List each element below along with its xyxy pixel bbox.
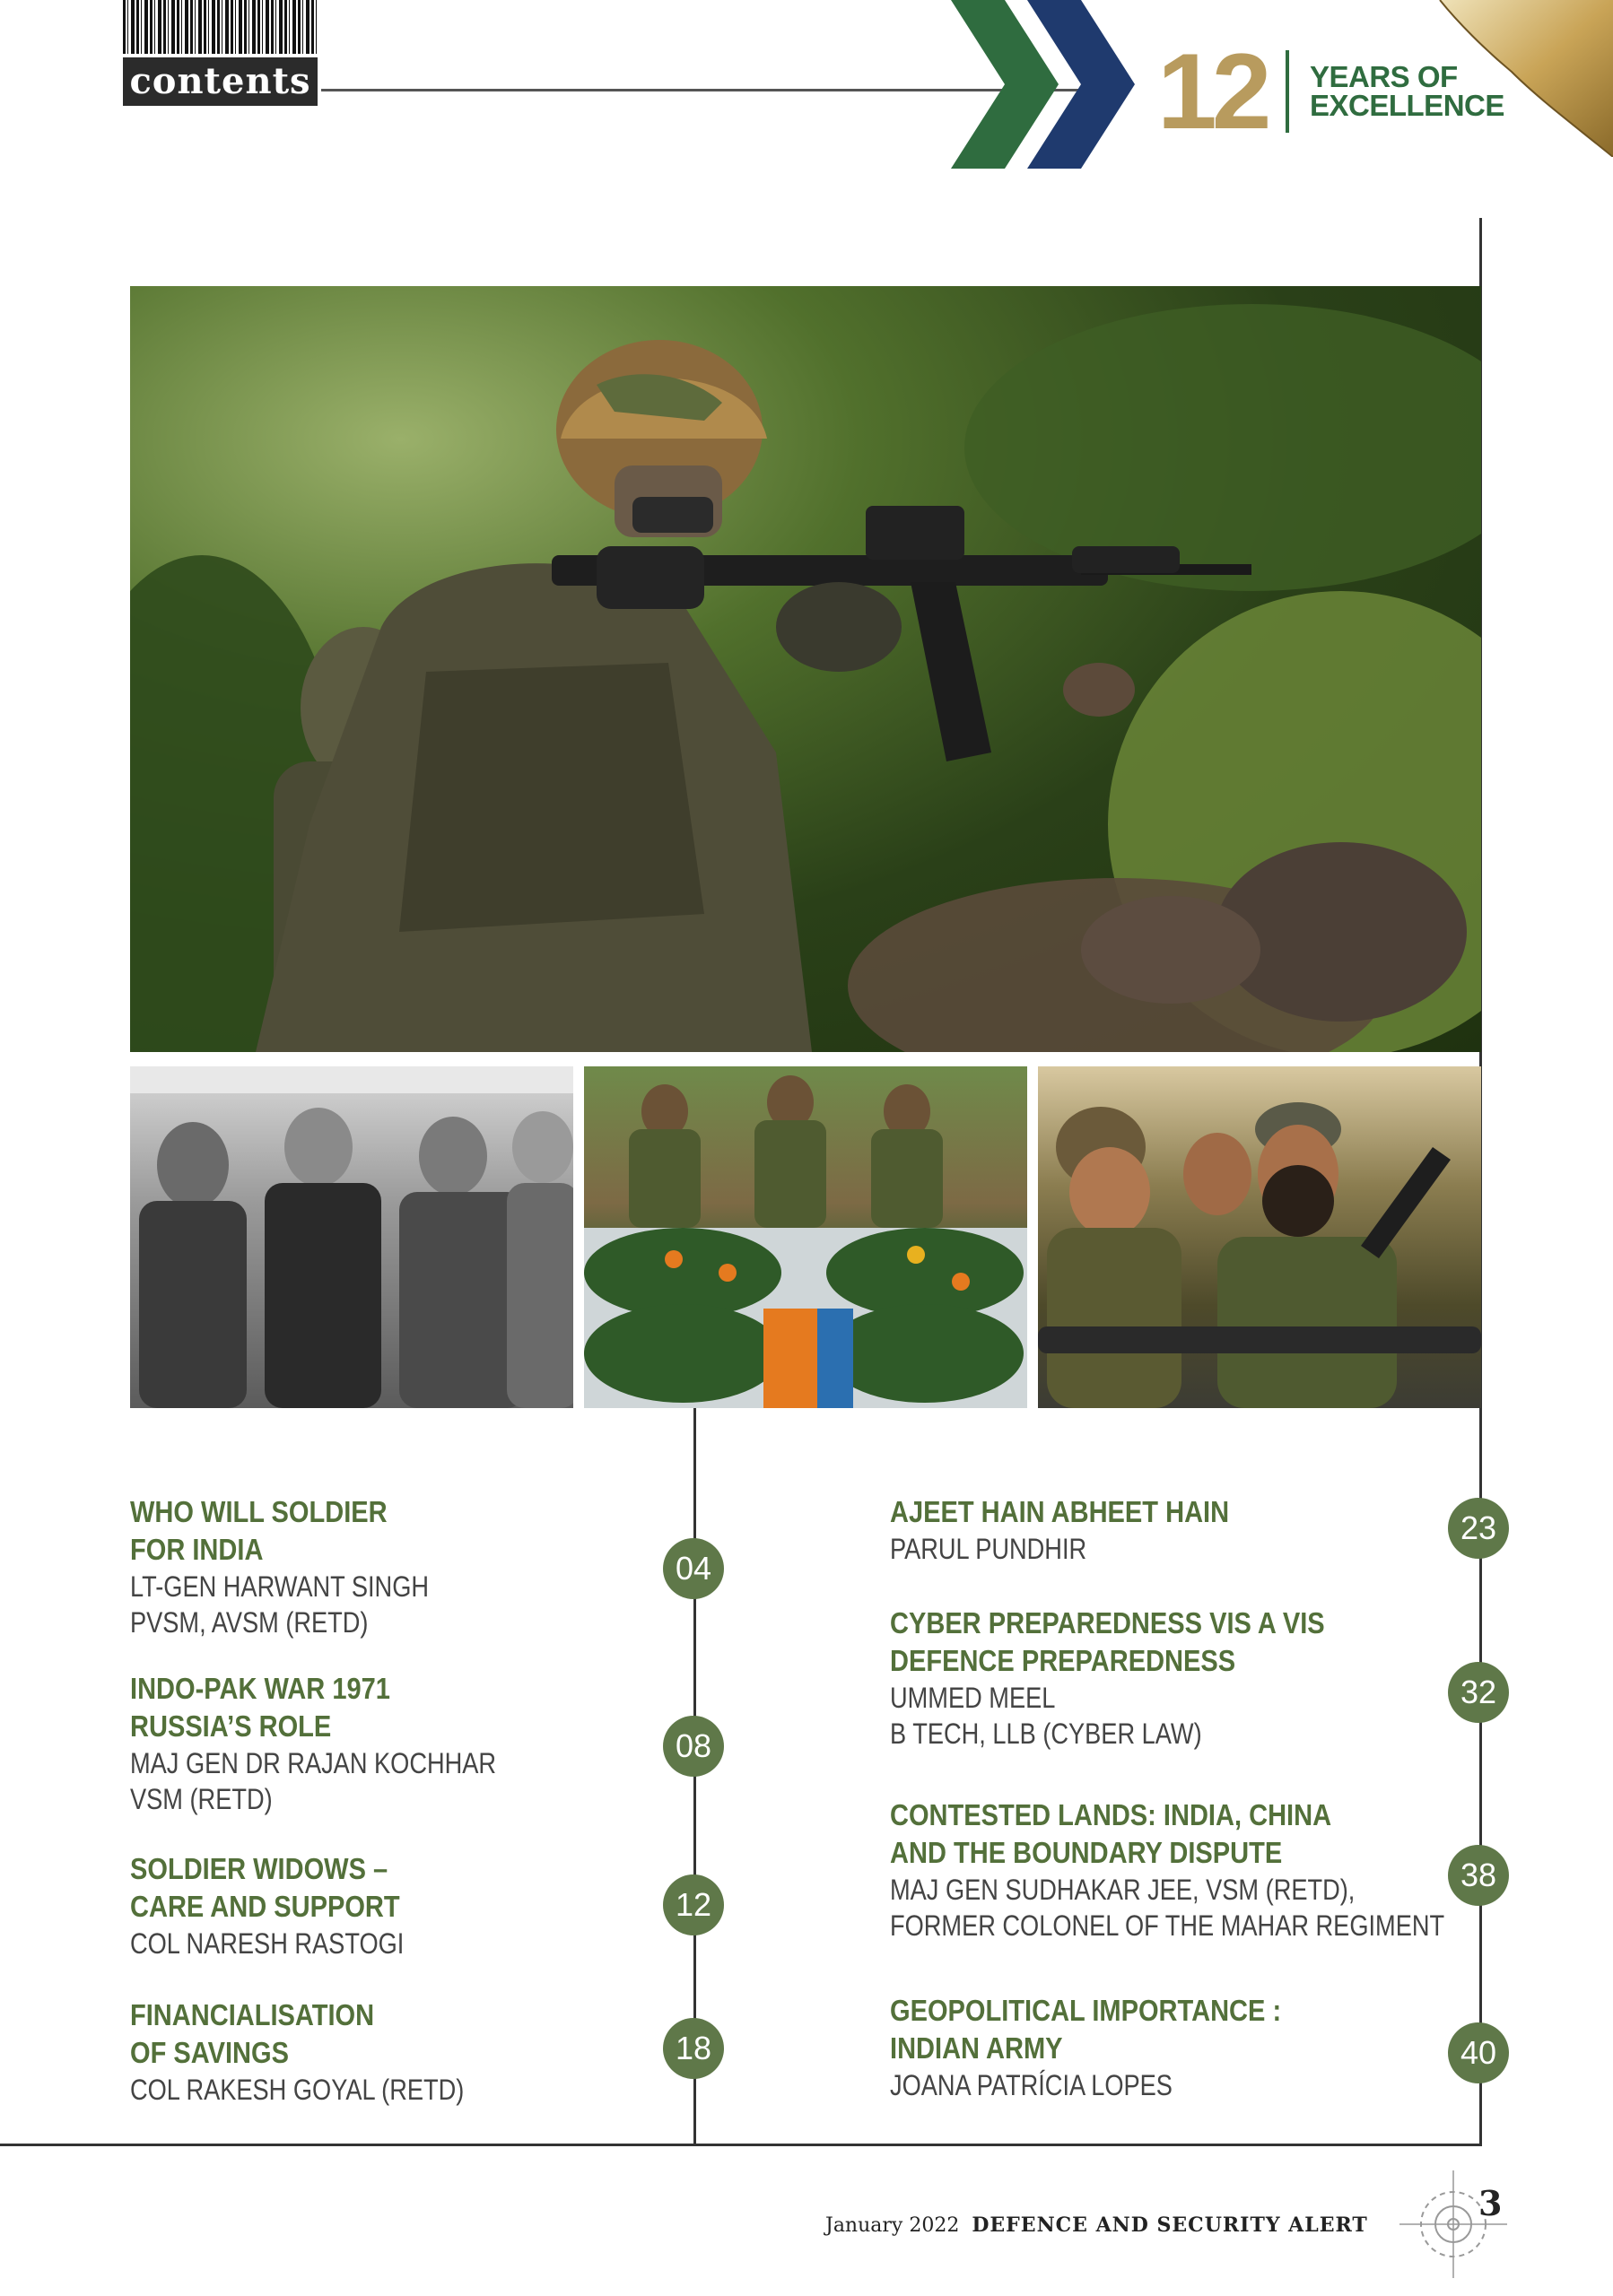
frame-line-bottom <box>0 2144 1482 2146</box>
article-author: COL RAKESH GOYAL (RETD) <box>130 2074 465 2106</box>
article-title: FINANCIALISATION <box>130 1998 375 2031</box>
article-title: AND THE BOUNDARY DISPUTE <box>890 1836 1283 1869</box>
toc-entry[interactable] <box>130 1996 632 2108</box>
page-number-badge[interactable]: 40 <box>1448 2022 1509 2083</box>
magazine-name: DEFENCE AND SECURITY ALERT <box>972 2213 1368 2237</box>
article-title: WHO WILL SOLDIER <box>130 1495 388 1528</box>
article-title: INDIAN ARMY <box>890 2031 1063 2065</box>
photo-wreath-ceremony <box>584 1066 1027 1408</box>
toc-entry[interactable] <box>130 1670 632 1817</box>
article-title: CYBER PREPAREDNESS VIS A VIS <box>890 1606 1325 1639</box>
article-author: VSM (RETD) <box>130 1783 273 1815</box>
toc-entry[interactable] <box>130 1493 632 1640</box>
article-author: MAJ GEN DR RAJAN KOCHHAR <box>130 1747 497 1779</box>
article-title: GEOPOLITICAL IMPORTANCE : <box>890 1994 1282 2027</box>
article-author: B TECH, LLB (CYBER LAW) <box>890 1718 1202 1750</box>
article-author: LT-GEN HARWANT SINGH <box>130 1570 429 1603</box>
article-author: COL NARESH RASTOGI <box>130 1927 405 1960</box>
chevron-logo-icon <box>942 0 1148 169</box>
article-title: AJEET HAIN ABHEET HAIN <box>890 1495 1230 1528</box>
photo-historic-leaders <box>130 1066 573 1408</box>
article-title: CARE AND SUPPORT <box>130 1890 400 1923</box>
toc-entry[interactable] <box>130 1850 632 1961</box>
page-number-badge[interactable]: 18 <box>663 2018 724 2079</box>
anniversary-divider <box>1286 50 1289 133</box>
article-title: INDO-PAK WAR 1971 <box>130 1672 390 1705</box>
anniversary-line2: EXCELLENCE <box>1310 89 1504 122</box>
page-curl-icon <box>1431 0 1613 157</box>
article-author: UMMED MEEL <box>890 1682 1056 1714</box>
toc-entry[interactable] <box>890 1992 1428 2103</box>
article-author: JOANA PATRÍCIA LOPES <box>890 2069 1173 2101</box>
article-author: FORMER COLONEL OF THE MAHAR REGIMENT <box>890 1909 1445 1942</box>
anniversary-number: 12 <box>1157 31 1267 152</box>
page-number-badge[interactable]: 32 <box>1448 1662 1509 1723</box>
page-number: 3 <box>1478 2183 1503 2223</box>
toc-entry[interactable] <box>890 1796 1446 1944</box>
page-number-badge[interactable]: 23 <box>1448 1498 1509 1559</box>
article-title: CONTESTED LANDS: INDIA, CHINA <box>890 1798 1332 1831</box>
article-title: OF SAVINGS <box>130 2036 289 2069</box>
page-number-badge[interactable]: 38 <box>1448 1845 1509 1906</box>
article-author: PVSM, AVSM (RETD) <box>130 1606 369 1639</box>
article-title: DEFENCE PREPAREDNESS <box>890 1644 1236 1677</box>
article-title: SOLDIER WIDOWS – <box>130 1852 388 1885</box>
barcode-graphic <box>123 0 318 54</box>
toc-entry[interactable] <box>890 1605 1428 1752</box>
page-number-badge[interactable]: 08 <box>663 1716 724 1777</box>
page-number-badge[interactable]: 04 <box>663 1538 724 1599</box>
page-number-badge[interactable]: 12 <box>663 1874 724 1935</box>
photo-soldiers-smiling <box>1038 1066 1481 1408</box>
toc-entry[interactable] <box>890 1493 1428 1567</box>
article-author: MAJ GEN SUDHAKAR JEE, VSM (RETD), <box>890 1874 1356 1906</box>
section-label: contents <box>123 57 318 106</box>
article-title: FOR INDIA <box>130 1533 264 1566</box>
issue-date: January 2022 <box>825 2214 960 2237</box>
article-title: RUSSIA’S ROLE <box>130 1709 332 1743</box>
cover-photo-soldier <box>130 286 1481 1052</box>
article-author: PARUL PUNDHIR <box>890 1533 1087 1565</box>
footer-text <box>825 2213 1368 2237</box>
anniversary-line1: YEARS OF <box>1310 60 1458 93</box>
